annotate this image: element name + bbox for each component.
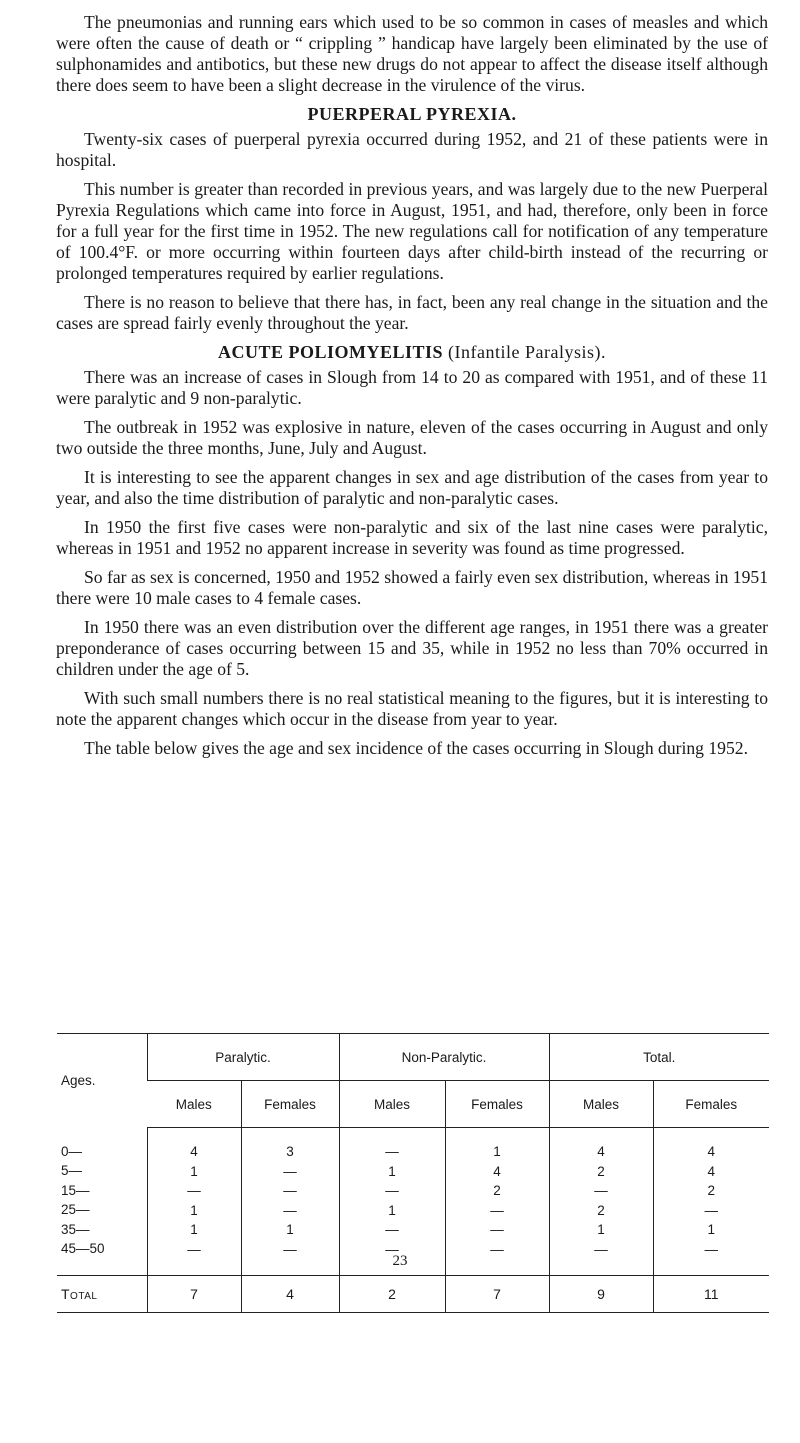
table-cell: 1 bbox=[707, 1222, 715, 1237]
age-label: 5— bbox=[61, 1163, 83, 1178]
header-non-paralytic-females: Females bbox=[445, 1081, 549, 1128]
table-cell: — bbox=[594, 1241, 608, 1257]
table-cell: — bbox=[490, 1222, 504, 1237]
total-cell: 9 bbox=[549, 1276, 653, 1313]
heading-subtitle: (Infantile Paralysis). bbox=[448, 342, 606, 362]
total-cell: 7 bbox=[147, 1276, 241, 1313]
table-cell: 1 bbox=[388, 1202, 396, 1218]
table-cell: 2 bbox=[597, 1202, 605, 1218]
table-cell: — bbox=[385, 1222, 399, 1237]
paragraph: With such small numbers there is no real statistical meaning to the figures, but it is interesting to note the apparent changes which occur in the disease from year to year. bbox=[56, 688, 768, 729]
header-non-paralytic: Non-Paralytic. bbox=[339, 1034, 549, 1081]
age-sex-incidence-table bbox=[57, 1033, 769, 1313]
header-paralytic-females: Females bbox=[241, 1081, 339, 1128]
table-total-row bbox=[57, 1276, 769, 1313]
total-cell: 7 bbox=[445, 1276, 549, 1313]
table-sub-header-row bbox=[57, 1081, 769, 1128]
header-ages: Ages. bbox=[57, 1034, 147, 1128]
table-cell: 1 bbox=[597, 1222, 605, 1237]
age-label: 0— bbox=[61, 1143, 83, 1159]
section-poliomyelitis bbox=[56, 367, 768, 759]
table-cell: — bbox=[283, 1202, 297, 1218]
total-label: Total bbox=[57, 1276, 147, 1313]
table-cell: — bbox=[704, 1202, 718, 1218]
header-non-paralytic-males: Males bbox=[339, 1081, 445, 1128]
heading-title: ACUTE POLIOMYELITIS bbox=[218, 342, 444, 362]
table-cell: 4 bbox=[707, 1163, 715, 1179]
table-cell: 2 bbox=[597, 1163, 605, 1179]
table-cell: — bbox=[283, 1163, 297, 1179]
table-cell: 1 bbox=[190, 1222, 198, 1237]
table-cell: 2 bbox=[707, 1183, 715, 1198]
table-cell: — bbox=[385, 1183, 399, 1198]
section-measles bbox=[56, 12, 768, 96]
table-cell: 1 bbox=[190, 1202, 198, 1218]
age-label: 45—50 bbox=[61, 1241, 105, 1256]
table-cell: — bbox=[283, 1241, 297, 1257]
table-cell: — bbox=[385, 1241, 399, 1257]
total-cell: 2 bbox=[339, 1276, 445, 1313]
document-page bbox=[56, 12, 768, 767]
header-total-females: Females bbox=[653, 1081, 769, 1128]
paragraph: In 1950 there was an even distribution over the different age ranges, in 1951 there was a greater preponderance of cases occurring between 15 and 35, while in 1952 no less than 70% occurred in children under the age of 5. bbox=[56, 617, 768, 679]
page-number: 23 bbox=[392, 1253, 408, 1269]
header-total-males: Males bbox=[549, 1081, 653, 1128]
paragraph: This number is greater than recorded in previous years, and was largely due to the new Puerperal Pyrexia Regulations which came into force in August, 1951, and had, therefore, only been in force for a full year for the first time in 1952. The new regulations call for notification of any temperature of 100.4°F. or more occurring within fourteen days after child-birth instead of the recurring or prolonged temperatures required by earlier regulations. bbox=[56, 179, 768, 283]
paragraph: In 1950 the first five cases were non-paralytic and six of the last nine cases were paralytic, whereas in 1951 and 1952 no apparent increase in severity was found as time progressed. bbox=[56, 517, 768, 558]
table-group-header-row bbox=[57, 1034, 769, 1081]
table-cell: 4 bbox=[597, 1144, 605, 1159]
table-cell: — bbox=[385, 1144, 399, 1159]
table-cell: 1 bbox=[493, 1144, 501, 1159]
paragraph: There is no reason to believe that there has, in fact, been any real change in the situation and the cases are spread fairly evenly throughout the year. bbox=[56, 292, 768, 333]
age-label: 35— bbox=[61, 1221, 90, 1237]
header-total: Total. bbox=[549, 1034, 769, 1081]
total-cell: 11 bbox=[653, 1276, 769, 1313]
table-cell: 1 bbox=[388, 1163, 396, 1179]
heading-acute-poliomyelitis bbox=[56, 342, 768, 363]
paragraph: The outbreak in 1952 was explosive in nature, eleven of the cases occurring in August and only two outside the three months, June, July and August. bbox=[56, 417, 768, 458]
age-label: 25— bbox=[61, 1202, 90, 1217]
table-cell: — bbox=[594, 1183, 608, 1198]
paragraph: Twenty-six cases of puerperal pyrexia occurred during 1952, and 21 of these patients were in hospital. bbox=[56, 129, 768, 170]
table-cell: 4 bbox=[190, 1144, 198, 1159]
table-cell: 4 bbox=[493, 1163, 501, 1179]
header-paralytic-males: Males bbox=[147, 1081, 241, 1128]
total-cell: 4 bbox=[241, 1276, 339, 1313]
table-cell: 1 bbox=[286, 1222, 294, 1237]
table-cell: 1 bbox=[190, 1163, 198, 1179]
table-cell: — bbox=[187, 1241, 201, 1257]
table-cell: — bbox=[490, 1241, 504, 1257]
paragraph: The table below gives the age and sex incidence of the cases occurring in Slough during 1952. bbox=[84, 738, 748, 758]
age-label: 15— bbox=[61, 1182, 90, 1198]
heading-puerperal-pyrexia: PUERPERAL PYREXIA. bbox=[307, 104, 517, 124]
paragraph: So far as sex is concerned, 1950 and 1952 showed a fairly even sex distribution, whereas in 1951 there were 10 male cases to 4 female cases. bbox=[56, 567, 768, 608]
table-cell: 3 bbox=[286, 1144, 294, 1159]
paragraph: There was an increase of cases in Slough from 14 to 20 as compared with 1951, and of these 11 were paralytic and 9 non-paralytic. bbox=[56, 367, 768, 408]
table-cell: — bbox=[490, 1202, 504, 1218]
table-cell: — bbox=[187, 1183, 201, 1198]
paragraph: It is interesting to see the apparent changes in sex and age distribution of the cases from year to year, and also the time distribution of paralytic and non-paralytic cases. bbox=[56, 467, 768, 508]
header-paralytic: Paralytic. bbox=[147, 1034, 339, 1081]
table-cell: 2 bbox=[493, 1183, 501, 1198]
section-puerperal-pyrexia bbox=[56, 129, 768, 334]
table-cell: — bbox=[704, 1241, 718, 1257]
table-cell: — bbox=[283, 1183, 297, 1198]
paragraph: The pneumonias and running ears which used to be so common in cases of measles and which were often the cause of death or “ crippling ” handicap have largely been eliminated by the use of sulphonamides and antibotics, but these new drugs do not appear to affect the disease itself although there does seem to have been a slight decrease in the virulence of the virus. bbox=[56, 12, 768, 95]
table-cell: 4 bbox=[707, 1144, 715, 1159]
